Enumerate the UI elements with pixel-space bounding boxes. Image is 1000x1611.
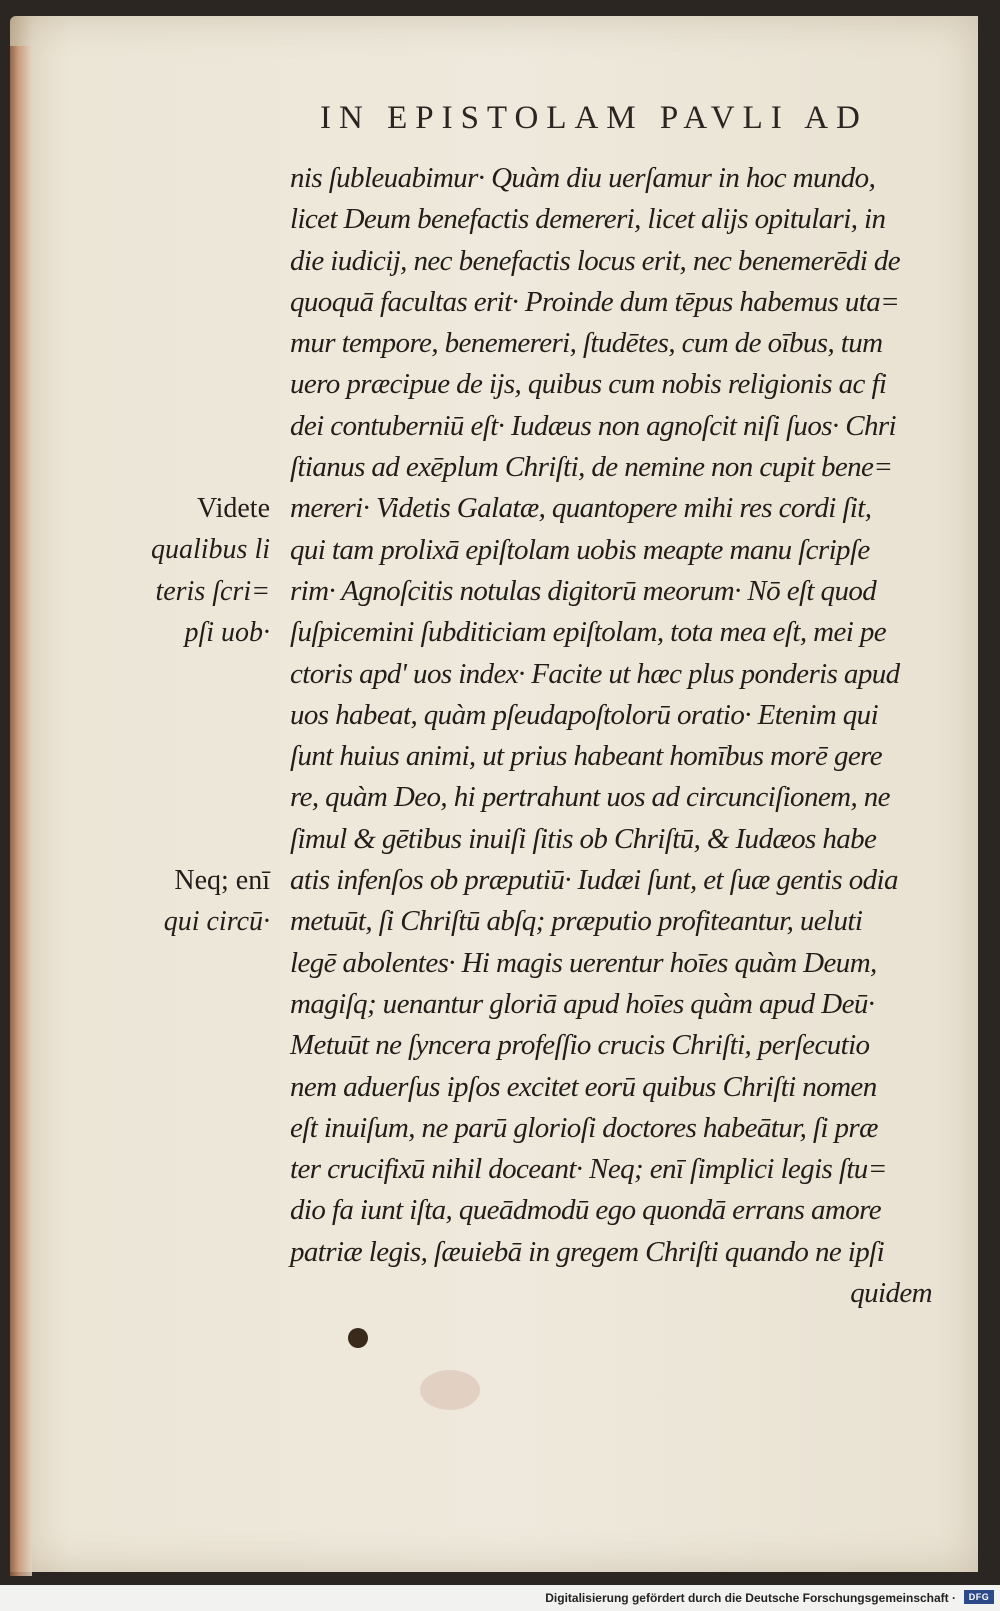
text-line: nem aduerſus ipſos excitet eorū quibus Chriſti nomen bbox=[290, 1070, 877, 1103]
margin-note: pſi uob· bbox=[184, 617, 270, 648]
text-line: uero præcipue de ijs, quibus cum nobis religionis ac fi bbox=[290, 368, 887, 401]
text-line: re, quàm Deo, hi pertrahunt uos ad circunciſionem, ne bbox=[290, 781, 890, 814]
text-line: qui tam prolixā epiſtolam uobis meapte manu ſcripſe bbox=[290, 533, 870, 566]
text-line: ſunt huius animi, ut prius habeant homībus morē gere bbox=[290, 740, 883, 773]
text-line: dei contuberniū eſt· Iudæus non agnoſcit niſi ſuos· Chri bbox=[290, 409, 896, 442]
text-line: ſtianus ad exēplum Chriſti, de nemine non cupit bene= bbox=[290, 451, 893, 484]
margin-note: qui circū· bbox=[163, 906, 270, 937]
text-line: ter crucifixū nihil doceant· Neq; enī ſimplici legis ſtu= bbox=[290, 1153, 887, 1186]
footer-credit: Digitalisierung gefördert durch die Deutsche Forschungsgemeinschaft · bbox=[545, 1591, 956, 1605]
text-line: ſimul & gētibus inuiſi ſitis ob Chriſtū, & Iudæos habe bbox=[290, 822, 877, 855]
text-line: ſuſpicemini ſubditiciam epiſtolam, tota mea eſt, mei pe bbox=[290, 616, 887, 649]
margin-note: Neq; enī bbox=[174, 865, 270, 896]
text-line: legē abolentes· Hi magis uerentur hoīes quàm Deum, bbox=[290, 946, 877, 979]
running-header: IN EPISTOLAM PAVLI AD bbox=[320, 100, 868, 136]
text-line: atis infenſos ob præputiū· Iudæi ſunt, et ſuæ gentis odia bbox=[290, 864, 898, 897]
ink-blot bbox=[348, 1328, 368, 1348]
text-line: mereri· Videtis Galatæ, quantopere mihi res cordi ſit, bbox=[290, 492, 872, 525]
catchword: quidem bbox=[850, 1277, 932, 1310]
body-text bbox=[290, 158, 970, 1314]
text-line: magiſq; uenantur gloriā apud hoīes quàm apud Deū· bbox=[290, 987, 875, 1020]
footer-bar bbox=[0, 1585, 1000, 1611]
text-line: eſt inuiſum, ne parū glorioſi doctores habeātur, ſi præ bbox=[290, 1111, 878, 1144]
text-line: mur tempore, benemereri, ſtudētes, cum de oībus, tum bbox=[290, 327, 883, 360]
text-line: licet Deum benefactis demereri, licet alijs opitulari, in bbox=[290, 203, 886, 236]
text-line: Metuūt ne ſyncera profeſſio crucis Chriſti, perſecutio bbox=[290, 1029, 870, 1062]
page-edge bbox=[10, 46, 32, 1576]
margin-note: teris ſcri= bbox=[155, 576, 270, 607]
text-line: metuūt, ſi Chriſtū abſq; præputio profiteantur, ueluti bbox=[290, 905, 863, 938]
text-line: uos habeat, quàm pſeudapoſtolorū oratio· Etenim qui bbox=[290, 698, 879, 731]
text-line: quoquā facultas erit· Proinde dum tēpus habemus uta= bbox=[290, 285, 900, 318]
text-line: die iudicij, nec benefactis locus erit, nec benemerēdi de bbox=[290, 244, 901, 277]
text-line: patriæ legis, ſæuiebā in gregem Chriſti quando ne ipſi bbox=[290, 1235, 885, 1268]
text-line: ctoris apd' uos index· Facite ut hæc plus ponderis apud bbox=[290, 657, 900, 690]
paper-stain bbox=[420, 1370, 480, 1410]
dfg-logo: DFG bbox=[964, 1590, 994, 1604]
margin-note: Videte bbox=[197, 493, 270, 524]
margin-note: qualibus li bbox=[150, 534, 270, 565]
text-line: dio fa iunt iſta, queādmodū ego quondā errans amore bbox=[290, 1194, 881, 1227]
text-line: rim· Agnoſcitis notulas digitorū meorum· Nō eſt quod bbox=[290, 574, 877, 607]
text-line: nis ſubleuabimur· Quàm diu uerſamur in hoc mundo, bbox=[290, 162, 876, 194]
